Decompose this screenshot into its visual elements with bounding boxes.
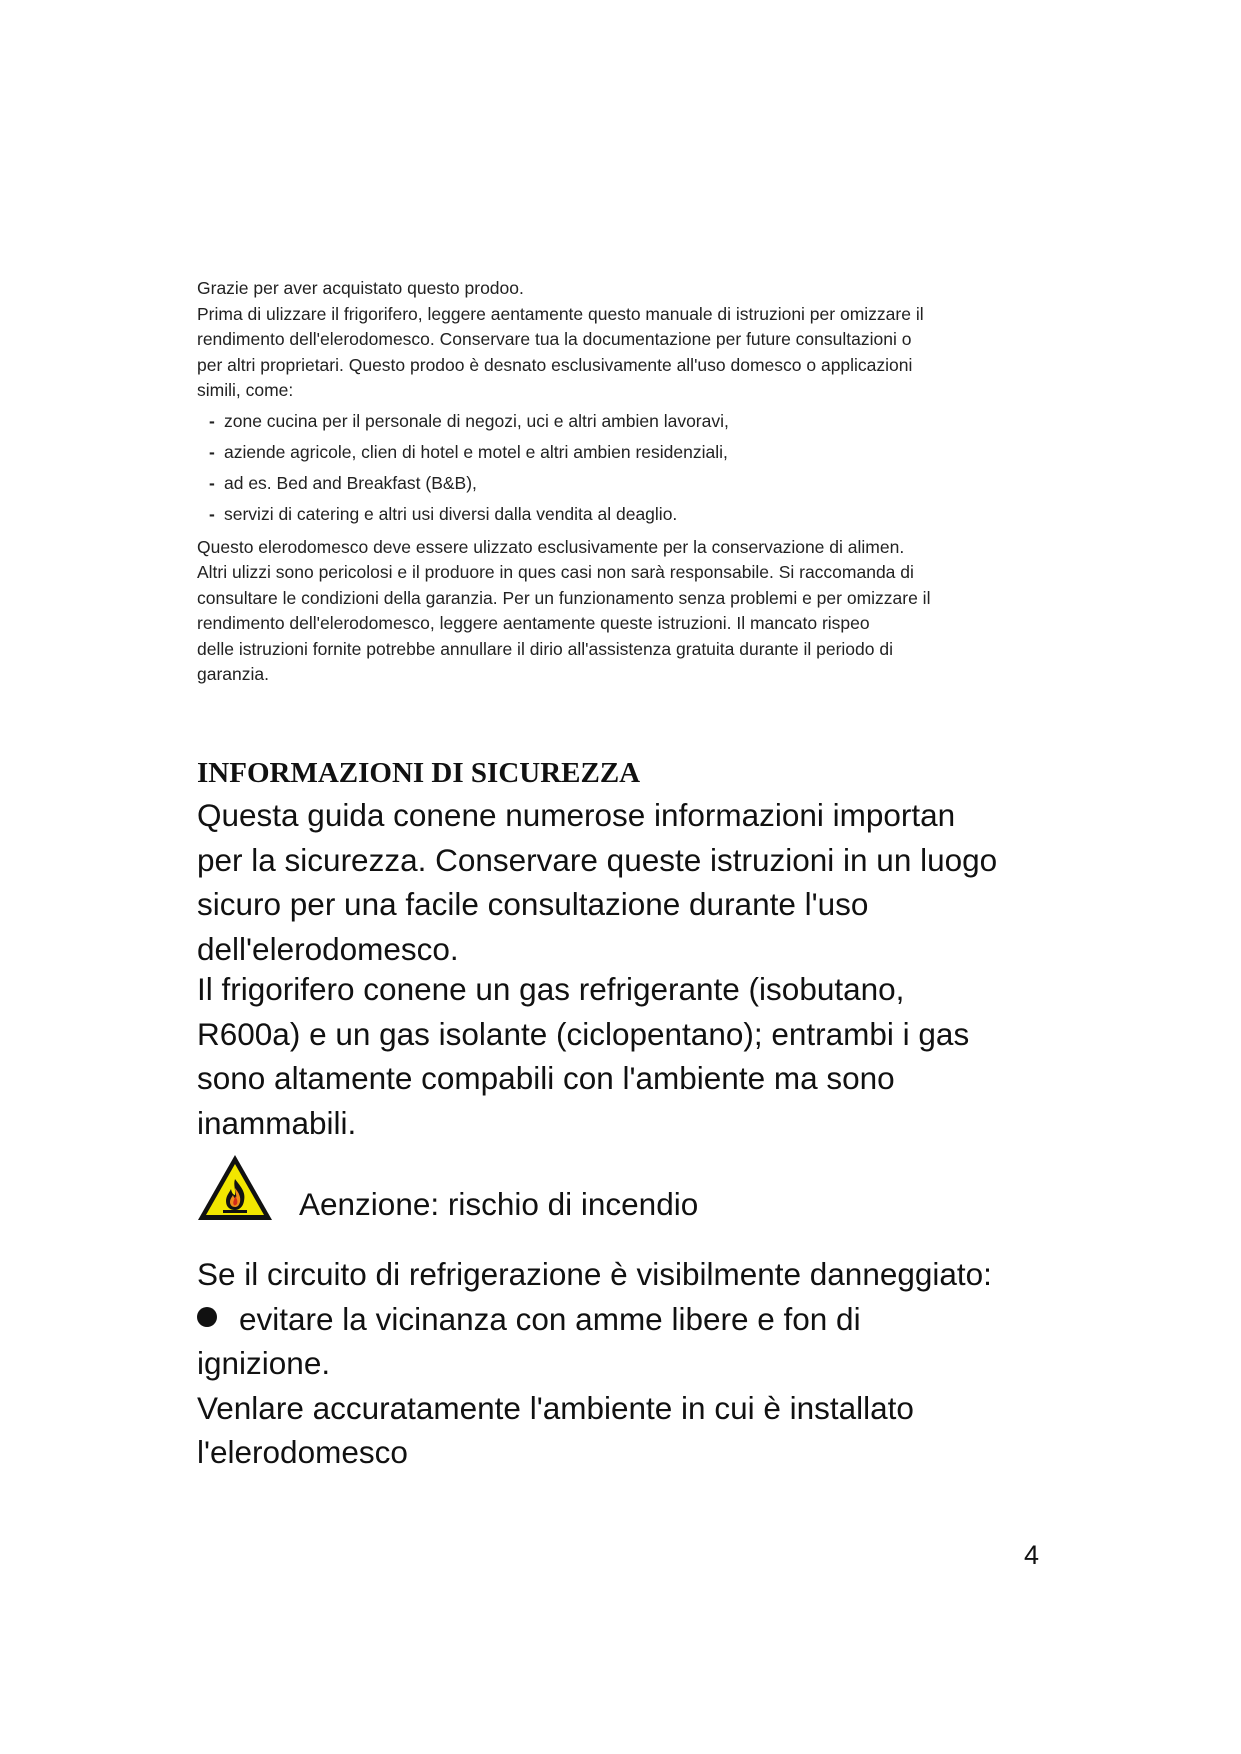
- page-number: 4: [1024, 1540, 1040, 1570]
- intro-line: rendimento dell'elerodomesco. Conservare tua la documentazione per future consultazioni o: [197, 329, 912, 349]
- fire-warning: [195, 1152, 1095, 1232]
- intro-line: garanzia.: [197, 664, 269, 684]
- intro-section: [197, 276, 1017, 688]
- list-item: - servizi di catering e altri usi diversi dalla vendita al deaglio.: [209, 501, 1017, 527]
- intro-line: rendimento dell'elerodomesco, leggere aentamente queste istruzioni. Il mancato rispeo: [197, 613, 870, 633]
- intro-line: delle istruzioni fornite potrebbe annullare il dirio all'assistenza gratuita durante il periodo di: [197, 638, 893, 659]
- list-item: - zone cucina per il personale di negozi, uci e altri ambien lavoravi,: [209, 408, 1017, 434]
- usage-list: [209, 408, 1017, 527]
- dash-bullet: -: [209, 410, 215, 431]
- intro-line: simili, come:: [197, 380, 294, 400]
- intro-paragraph-2: [197, 535, 1017, 688]
- fire-warning-icon: [195, 1152, 275, 1224]
- intro-line: Questo elerodomesco deve essere ulizzato esclusivamente per la conservazione di alimen.: [197, 536, 905, 557]
- list-item: - aziende agricole, clien di hotel e motel e altri ambien residenziali,: [209, 439, 1017, 465]
- intro-line: Altri ulizzi sono pericolosi e il produore in ques casi non sarà responsabile. Si raccomanda di: [197, 562, 914, 582]
- intro-line: Grazie per aver acquistato questo prodoo.: [197, 278, 524, 298]
- safety-paragraph-3: Se il circuito di refrigerazione è visibilmente danneggiato: evitare la vicinanza con amme libere e fon di ignizione. Venlare accuratamente l'ambiente in cui è installato l'elerodomesco: [197, 1256, 992, 1470]
- bullet-dot-icon: [197, 1307, 217, 1327]
- dash-bullet: -: [209, 441, 215, 462]
- intro-line: Prima di ulizzare il frigorifero, leggere aentamente questo manuale di istruzioni per omizzare il: [197, 303, 924, 324]
- safety-paragraph-2: Il frigorifero conene un gas refrigerante (isobutano, R600a) e un gas isolante (ciclopentano); entrambi i gas sono altamente compabili con l'ambiente ma sono inammabili.: [197, 971, 970, 1141]
- list-item: - ad es. Bed and Breakfast (B&B),: [209, 470, 1017, 496]
- safety-paragraph-1: Questa guida conene numerose informazioni importan per la sicurezza. Conservare queste istruzioni in un luogo sicuro per una facile consultazione durante l'uso dell'elerodomesco.: [197, 797, 998, 967]
- dash-bullet: -: [209, 472, 215, 493]
- intro-line: consultare le condizioni della garanzia. Per un funzionamento senza problemi e per omizzare il: [197, 587, 931, 608]
- section-title: INFORMAZIONI DI SICUREZZA: [197, 757, 641, 789]
- dash-bullet: -: [209, 503, 215, 524]
- intro-paragraph-1: [197, 276, 1017, 404]
- warning-text: Aenzione: rischio di incendio: [299, 1186, 699, 1222]
- intro-line: per altri proprietari. Questo prodoo è desnato esclusivamente all'uso domesco o applicazioni: [197, 354, 913, 375]
